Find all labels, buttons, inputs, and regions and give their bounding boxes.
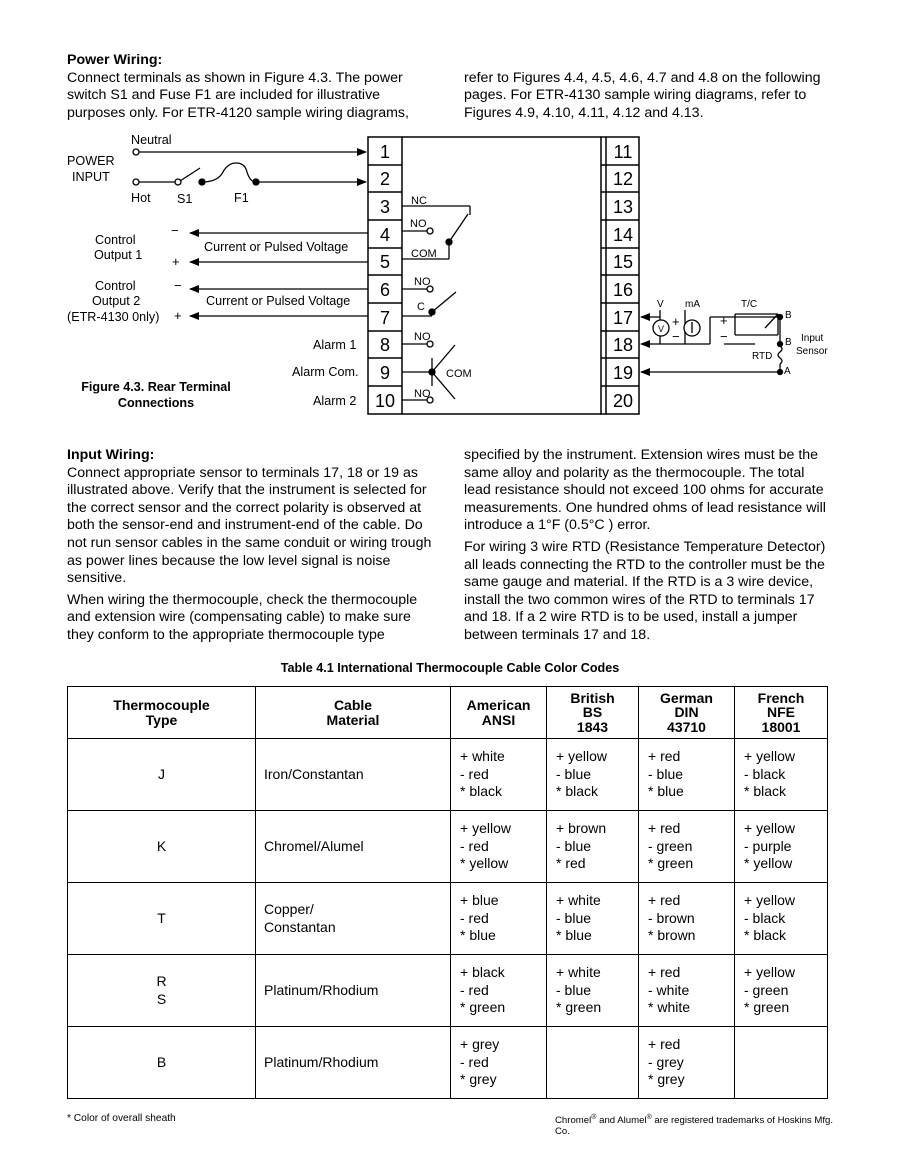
table-header-row xyxy=(68,687,828,739)
cell-material: Platinum/Rhodium xyxy=(256,1027,451,1099)
cell-british: + white - blue * green xyxy=(547,955,639,1027)
input-wiring-text-4: For wiring 3 wire RTD (Resistance Temperature Detector) all leads connecting the RTD to the controller must be the same gauge and material. If the RTD is a 3 wire device, install the two common wires of the RTD to terminals 17 and 18. If a 2 wire RTD is to be used, install a jumper between terminals 17 and 18. xyxy=(464,538,826,643)
terminal-6: 6 xyxy=(379,280,391,300)
out1-minus: − xyxy=(171,223,179,238)
cell-american: + white - red * black xyxy=(451,739,547,811)
table-row xyxy=(68,739,828,811)
input-sensor-label-1: Input xyxy=(801,333,824,344)
s1-label: S1 xyxy=(177,192,193,206)
sheath-footnote: * Color of overall sheath xyxy=(67,1113,176,1124)
terminal-17: 17 xyxy=(612,308,634,328)
a-label: A xyxy=(784,366,791,377)
terminal-15: 15 xyxy=(612,252,634,272)
power-wiring-text-1: Connect terminals as shown in Figure 4.3. The power switch S1 and Fuse F1 are included for illustrative purposes only. For ETR-4120 sample wiring diagrams, xyxy=(67,69,409,121)
input-wiring-col2 xyxy=(464,447,832,645)
power-label: POWER xyxy=(67,154,115,168)
header-french: French NFE 18001 xyxy=(735,687,828,739)
out1-plus: + xyxy=(172,254,180,269)
input-minus-1: − xyxy=(672,329,680,344)
current-pulsed-2: Current or Pulsed Voltage xyxy=(206,294,351,308)
cell-type: R S xyxy=(68,955,256,1027)
rtd-label: RTD xyxy=(752,351,773,362)
terminal-12: 12 xyxy=(612,169,634,189)
no-label-4: NO xyxy=(414,388,431,400)
table-row xyxy=(68,1027,828,1099)
input-sensor-label-2: Sensor xyxy=(796,346,828,357)
terminal-14: 14 xyxy=(612,225,634,245)
control1-label-1: Control xyxy=(95,233,136,247)
terminal-16: 16 xyxy=(612,280,634,300)
cell-american: + yellow - red * yellow xyxy=(451,811,547,883)
cell-french xyxy=(735,1027,828,1099)
header-material: Cable Material xyxy=(256,687,451,739)
header-british: British BS 1843 xyxy=(547,687,639,739)
current-pulsed-1: Current or Pulsed Voltage xyxy=(204,240,349,254)
terminal-8: 8 xyxy=(379,335,391,355)
cell-british xyxy=(547,1027,639,1099)
trademark-chromel: Chromel xyxy=(555,1115,592,1127)
control2-label-3: (ETR-4130 0nly) xyxy=(67,310,160,324)
cell-american: + grey - red * grey xyxy=(451,1027,547,1099)
rear-terminal-diagram xyxy=(0,0,900,420)
cell-german: + red - brown * brown xyxy=(639,883,735,955)
cell-french: + yellow - green * green xyxy=(735,955,828,1027)
trademark-rest: are registered trademarks of Hoskins Mfg. Co. xyxy=(555,1115,834,1138)
cell-material: Iron/Constantan xyxy=(256,739,451,811)
cell-type: K xyxy=(68,811,256,883)
input-wiring-text-2: When wiring the thermocouple, check the thermocouple and extension wire (compensating cable) to make sure they conform to the appropriate thermocouple type xyxy=(67,591,418,643)
table-caption: Table 4.1 International Thermocouple Cable Color Codes xyxy=(280,661,620,675)
b-label-1: B xyxy=(785,310,792,321)
terminal-5: 5 xyxy=(379,252,391,272)
cell-french: + yellow - purple * yellow xyxy=(735,811,828,883)
b-label-2: B xyxy=(785,337,792,348)
input-sensor-wiring xyxy=(641,310,783,375)
table-row xyxy=(68,883,828,955)
terminal-20: 20 xyxy=(612,391,634,411)
nc-label: NC xyxy=(411,195,427,207)
out2-plus: + xyxy=(174,308,182,323)
com-label-2: COM xyxy=(446,368,472,380)
cell-british: + yellow - blue * black xyxy=(547,739,639,811)
trademark-and: and Alumel xyxy=(596,1115,647,1127)
control1-label-2: Output 1 xyxy=(94,248,143,262)
input-wiring-text-3: specified by the instrument. Extension wires must be the same alloy and polarity as the thermocouple. The total lead resistance should not exceed 100 ohms for accurate measurements. One hundred ohms of lead resistance will introduce a 1°F (0.5°C ) error. xyxy=(464,447,826,534)
no-label-2: NO xyxy=(414,276,431,288)
cell-british: + white - blue * blue xyxy=(547,883,639,955)
cell-american: + blue - red * blue xyxy=(451,883,547,955)
terminal-18: 18 xyxy=(612,335,634,355)
power-wiring-heading: Power Wiring: xyxy=(67,52,163,68)
figure-caption-1: Figure 4.3. Rear Terminal xyxy=(81,380,231,394)
alarm2-label: Alarm 2 xyxy=(313,394,357,408)
terminal-11: 11 xyxy=(613,142,633,162)
input-minus-2: − xyxy=(720,329,728,344)
cell-german: + red - blue * blue xyxy=(639,739,735,811)
power-input-wiring xyxy=(133,149,366,185)
tc-label: T/C xyxy=(741,299,758,310)
terminal-2: 2 xyxy=(379,169,391,189)
input-label: INPUT xyxy=(72,170,110,184)
input-wiring-heading: Input Wiring: xyxy=(67,447,155,463)
cell-type: B xyxy=(68,1027,256,1099)
cell-french: + yellow - black * black xyxy=(735,883,828,955)
control2-label-2: Output 2 xyxy=(92,294,141,308)
cell-german: + red - grey * grey xyxy=(639,1027,735,1099)
trademark-note xyxy=(555,1114,840,1137)
v-label: V xyxy=(657,299,664,310)
cell-material: Copper/ Constantan xyxy=(256,883,451,955)
cell-material: Platinum/Rhodium xyxy=(256,955,451,1027)
cell-british: + brown - blue * red xyxy=(547,811,639,883)
thermocouple-color-table xyxy=(67,686,828,1099)
f1-label: F1 xyxy=(234,191,249,205)
table-row xyxy=(68,811,828,883)
terminal-4: 4 xyxy=(379,225,391,245)
no-label-3: NO xyxy=(414,331,431,343)
cell-type: J xyxy=(68,739,256,811)
power-wiring-text-2: refer to Figures 4.4, 4.5, 4.6, 4.7 and 4.8 on the following pages. For ETR-4130 sample wiring diagrams, refer to Figures 4.9, 4.10, 4.11, 4.12 and 4.13. xyxy=(464,69,821,121)
cell-german: + red - green * green xyxy=(639,811,735,883)
neutral-label: Neutral xyxy=(131,133,172,147)
terminal-9: 9 xyxy=(379,363,391,383)
cell-material: Chromel/Alumel xyxy=(256,811,451,883)
header-type: Thermocouple Type xyxy=(68,687,256,739)
cell-german: + red - white * white xyxy=(639,955,735,1027)
meter-glyphs xyxy=(658,324,664,334)
terminal-1: 1 xyxy=(379,142,391,162)
input-plus-1: + xyxy=(672,314,680,329)
header-american: American ANSI xyxy=(451,687,547,739)
c-label: C xyxy=(417,301,425,313)
cell-type: T xyxy=(68,883,256,955)
cell-american: + black - red * green xyxy=(451,955,547,1027)
reg-mark-2: ® xyxy=(646,1114,652,1121)
terminal-10: 10 xyxy=(374,391,396,411)
input-wiring-col1 xyxy=(67,447,439,645)
figure-caption-2: Connections xyxy=(117,396,195,410)
out2-minus: − xyxy=(174,278,182,293)
control2-label-1: Control xyxy=(95,279,136,293)
header-german: German DIN 43710 xyxy=(639,687,735,739)
cell-french: + yellow - black * black xyxy=(735,739,828,811)
alarm-com-label: Alarm Com. xyxy=(292,365,359,379)
terminal-19: 19 xyxy=(612,363,634,383)
voltmeter-label: V xyxy=(657,324,665,334)
com-label-1: COM xyxy=(411,248,437,260)
ma-label: mA xyxy=(685,299,700,310)
terminal-7: 7 xyxy=(379,308,391,328)
terminal-13: 13 xyxy=(612,197,634,217)
table-row xyxy=(68,955,828,1027)
input-plus-2: + xyxy=(720,313,728,328)
input-wiring-text-1: Connect appropriate sensor to terminals 17, 18 or 19 as illustrated above. Verify that the instrument is selected for the correct sensor and the correct polarity is observed at both the sensor-end and instrument-end of the cable. Do not run sensor cables in the same conduit or wiring trough as power lines because the low level signal is noise sensitive. xyxy=(67,464,432,587)
reg-mark-1: ® xyxy=(591,1114,597,1121)
hot-label: Hot xyxy=(131,191,151,205)
no-label-1: NO xyxy=(410,218,427,230)
terminal-3: 3 xyxy=(379,197,391,217)
alarm1-label: Alarm 1 xyxy=(313,338,357,352)
